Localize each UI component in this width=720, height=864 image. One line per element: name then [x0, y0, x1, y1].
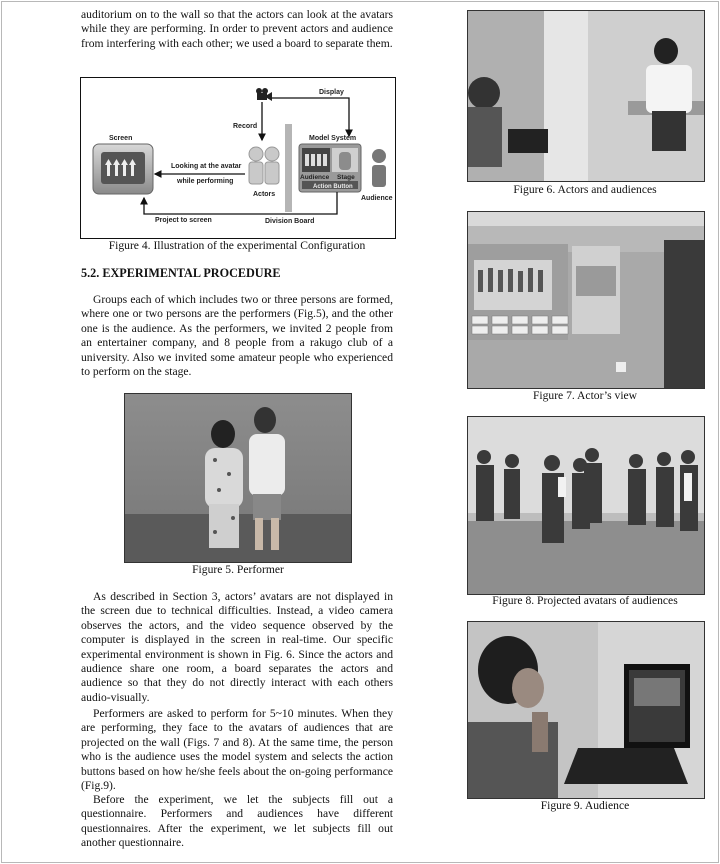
paragraph-before: Before the experiment, we let the subjects fill out a questionnaire. Performers and audiences have different questionnaires. After the experiment, we let subjects fill out another questionnaire.	[81, 793, 393, 850]
label-record: Record	[233, 123, 258, 130]
label-screen: Screen	[109, 135, 133, 142]
actors-icon	[249, 147, 279, 184]
label-looking-2: while performing	[177, 178, 234, 185]
label-project: Project to screen	[155, 217, 212, 224]
figure-9-photo	[467, 621, 705, 799]
actors-audiences-photo-art	[468, 11, 704, 181]
division-board	[285, 124, 292, 212]
audience-photo-art	[468, 622, 704, 798]
figure-7-caption: Figure 7. Actor’s view	[532, 389, 638, 402]
label-audience: Audience	[361, 195, 393, 202]
camera-icon	[256, 88, 272, 101]
figure-9-caption: Figure 9. Audience	[540, 799, 630, 812]
projected-avatars-photo-art	[468, 417, 704, 594]
figure-5-caption: Figure 5. Performer	[192, 563, 284, 576]
paragraph-auditorium: auditorium on to the wall so that the actors can look at the avatars while they are performing. In order to prevent actors and audience from interfering with each other; we used a board to separate them.	[81, 8, 393, 50]
figure-7-photo	[467, 211, 705, 389]
figure-8-photo	[467, 416, 705, 595]
figure-5-photo	[124, 393, 352, 563]
paragraph-groups: Groups each of which includes two or three persons are formed, where one or two persons are the performers (Fig.5), and the other one is the audience. As the performers, we invited 2 people from an entertainer company, and 8 people from a rakugo club of a university. Also we invited some amateur people who experienced to perform on the stage.	[81, 293, 393, 379]
label-model-system: Model System	[309, 135, 357, 142]
label-action-button: Action Button	[313, 184, 353, 190]
figure-6-photo	[467, 10, 705, 182]
section-heading: 5.2. EXPERIMENTAL PROCEDURE	[81, 266, 281, 280]
label-display: Display	[319, 89, 344, 96]
label-looking-1: Looking at the avatar	[171, 163, 242, 170]
label-audience-tag: Audience	[300, 174, 330, 181]
label-actors: Actors	[253, 191, 276, 198]
figure-6-caption: Figure 6. Actors and audiences	[513, 183, 657, 196]
screen-icon	[93, 144, 153, 194]
configuration-diagram	[81, 78, 395, 238]
label-division: Division Board	[265, 218, 315, 225]
performer-photo-art	[125, 394, 351, 562]
figure-4-caption: Figure 4. Illustration of the experimental Configuration	[108, 239, 366, 252]
figure-8-caption: Figure 8. Projected avatars of audiences	[492, 594, 678, 607]
label-stage-tag: Stage	[337, 174, 355, 181]
figure-4-diagram	[80, 77, 396, 239]
actors-view-photo-art	[468, 212, 704, 388]
audience-person-icon	[372, 149, 386, 187]
paragraph-performers: Performers are asked to perform for 5~10 minutes. When they are performing, they face to the avatars of audiences that are projected on the wall (Figs. 7 and 8). At the same time, the person who is the audience uses the model system and selects the action buttons based on how he/she feels about the on-going performance (Fig.9).	[81, 707, 393, 793]
paragraph-described: As described in Section 3, actors’ avatars are not displayed in the screen due to technical difficulties. Instead, a video camera observes the actors, and the video sequence observed by the computer is displayed in the screen in real-time. Our specific experimental environment is shown in Fig. 6. Since the actors and audience share one room, a board separates the actors and audience so that they do not directly interact with each others audio-visually.	[81, 590, 393, 704]
